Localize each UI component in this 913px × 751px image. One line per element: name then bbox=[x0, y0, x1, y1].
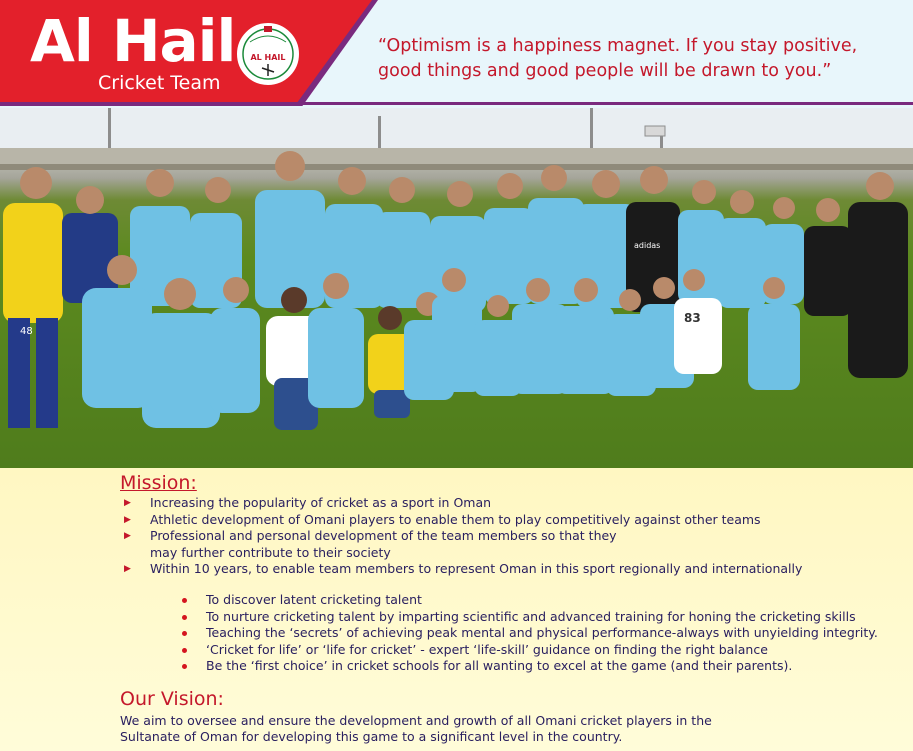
goal-item: To discover latent cricketing talent bbox=[182, 592, 878, 609]
vision-text bbox=[120, 713, 740, 745]
logo-text: AL HAIL bbox=[250, 53, 286, 62]
dot-bullet-icon bbox=[182, 615, 187, 620]
vision-heading: Our Vision: bbox=[120, 688, 224, 710]
header-divider bbox=[0, 102, 913, 105]
dot-bullet-icon bbox=[182, 664, 187, 669]
mission-item-continuation: may further contribute to their society bbox=[150, 544, 391, 560]
goal-item: To nurture cricketing talent by imparting scientific and advanced training for honing the cricketing skills bbox=[182, 609, 878, 626]
page-subtitle: Cricket Team bbox=[98, 72, 221, 94]
arrow-bullet-icon: ▶ bbox=[124, 564, 131, 574]
page-title: Al Hail bbox=[30, 7, 236, 75]
mission-item: ▶ Within 10 years, to enable team members to represent Oman in this sport regionally and internationally bbox=[124, 561, 803, 576]
arrow-bullet-icon: ▶ bbox=[124, 531, 131, 541]
goals-list bbox=[182, 592, 878, 675]
mission-item: ▶ Professional and personal development of the team members so that they bbox=[124, 528, 617, 543]
quote-text: “Optimism is a happiness magnet. If you stay positive, good things and good people will be drawn to you.” bbox=[378, 36, 858, 81]
vision-line: Sultanate of Oman for developing this game to a significant level in the country. bbox=[120, 729, 623, 744]
vision-line: We aim to oversee and ensure the development and growth of all Omani cricket players in the bbox=[120, 713, 712, 728]
mission-heading: Mission: bbox=[120, 472, 197, 494]
mission-list bbox=[120, 495, 802, 578]
header-banner bbox=[0, 0, 913, 108]
dot-bullet-icon bbox=[182, 598, 187, 603]
arrow-bullet-icon: ▶ bbox=[124, 498, 131, 508]
goal-item: Teaching the ‘secrets’ of achieving peak mental and physical performance-always with unyielding integrity. bbox=[182, 625, 878, 642]
team-photo-illustration bbox=[0, 108, 913, 468]
mission-item: ▶ Increasing the popularity of cricket as a sport in Oman bbox=[124, 495, 492, 510]
dot-bullet-icon bbox=[182, 648, 187, 653]
shirt-number-2: 83 bbox=[684, 311, 701, 325]
goal-item: ‘Cricket for life’ or ‘life for cricket’ - expert ‘life-skill’ guidance on finding the right balance bbox=[182, 642, 878, 659]
goal-item: Be the ‘first choice’ in cricket schools for all wanting to excel at the game (and their parents). bbox=[182, 658, 878, 675]
shirt-number: 48 bbox=[20, 326, 33, 337]
adidas-print: adidas bbox=[634, 241, 661, 250]
mission-vision-section bbox=[0, 468, 913, 751]
team-logo-icon bbox=[236, 22, 300, 86]
mission-item: ▶ Athletic development of Omani players to enable them to play competitively against other teams bbox=[124, 511, 761, 527]
arrow-bullet-icon: ▶ bbox=[124, 514, 131, 525]
dot-bullet-icon bbox=[182, 631, 187, 636]
team-photo bbox=[0, 108, 913, 468]
